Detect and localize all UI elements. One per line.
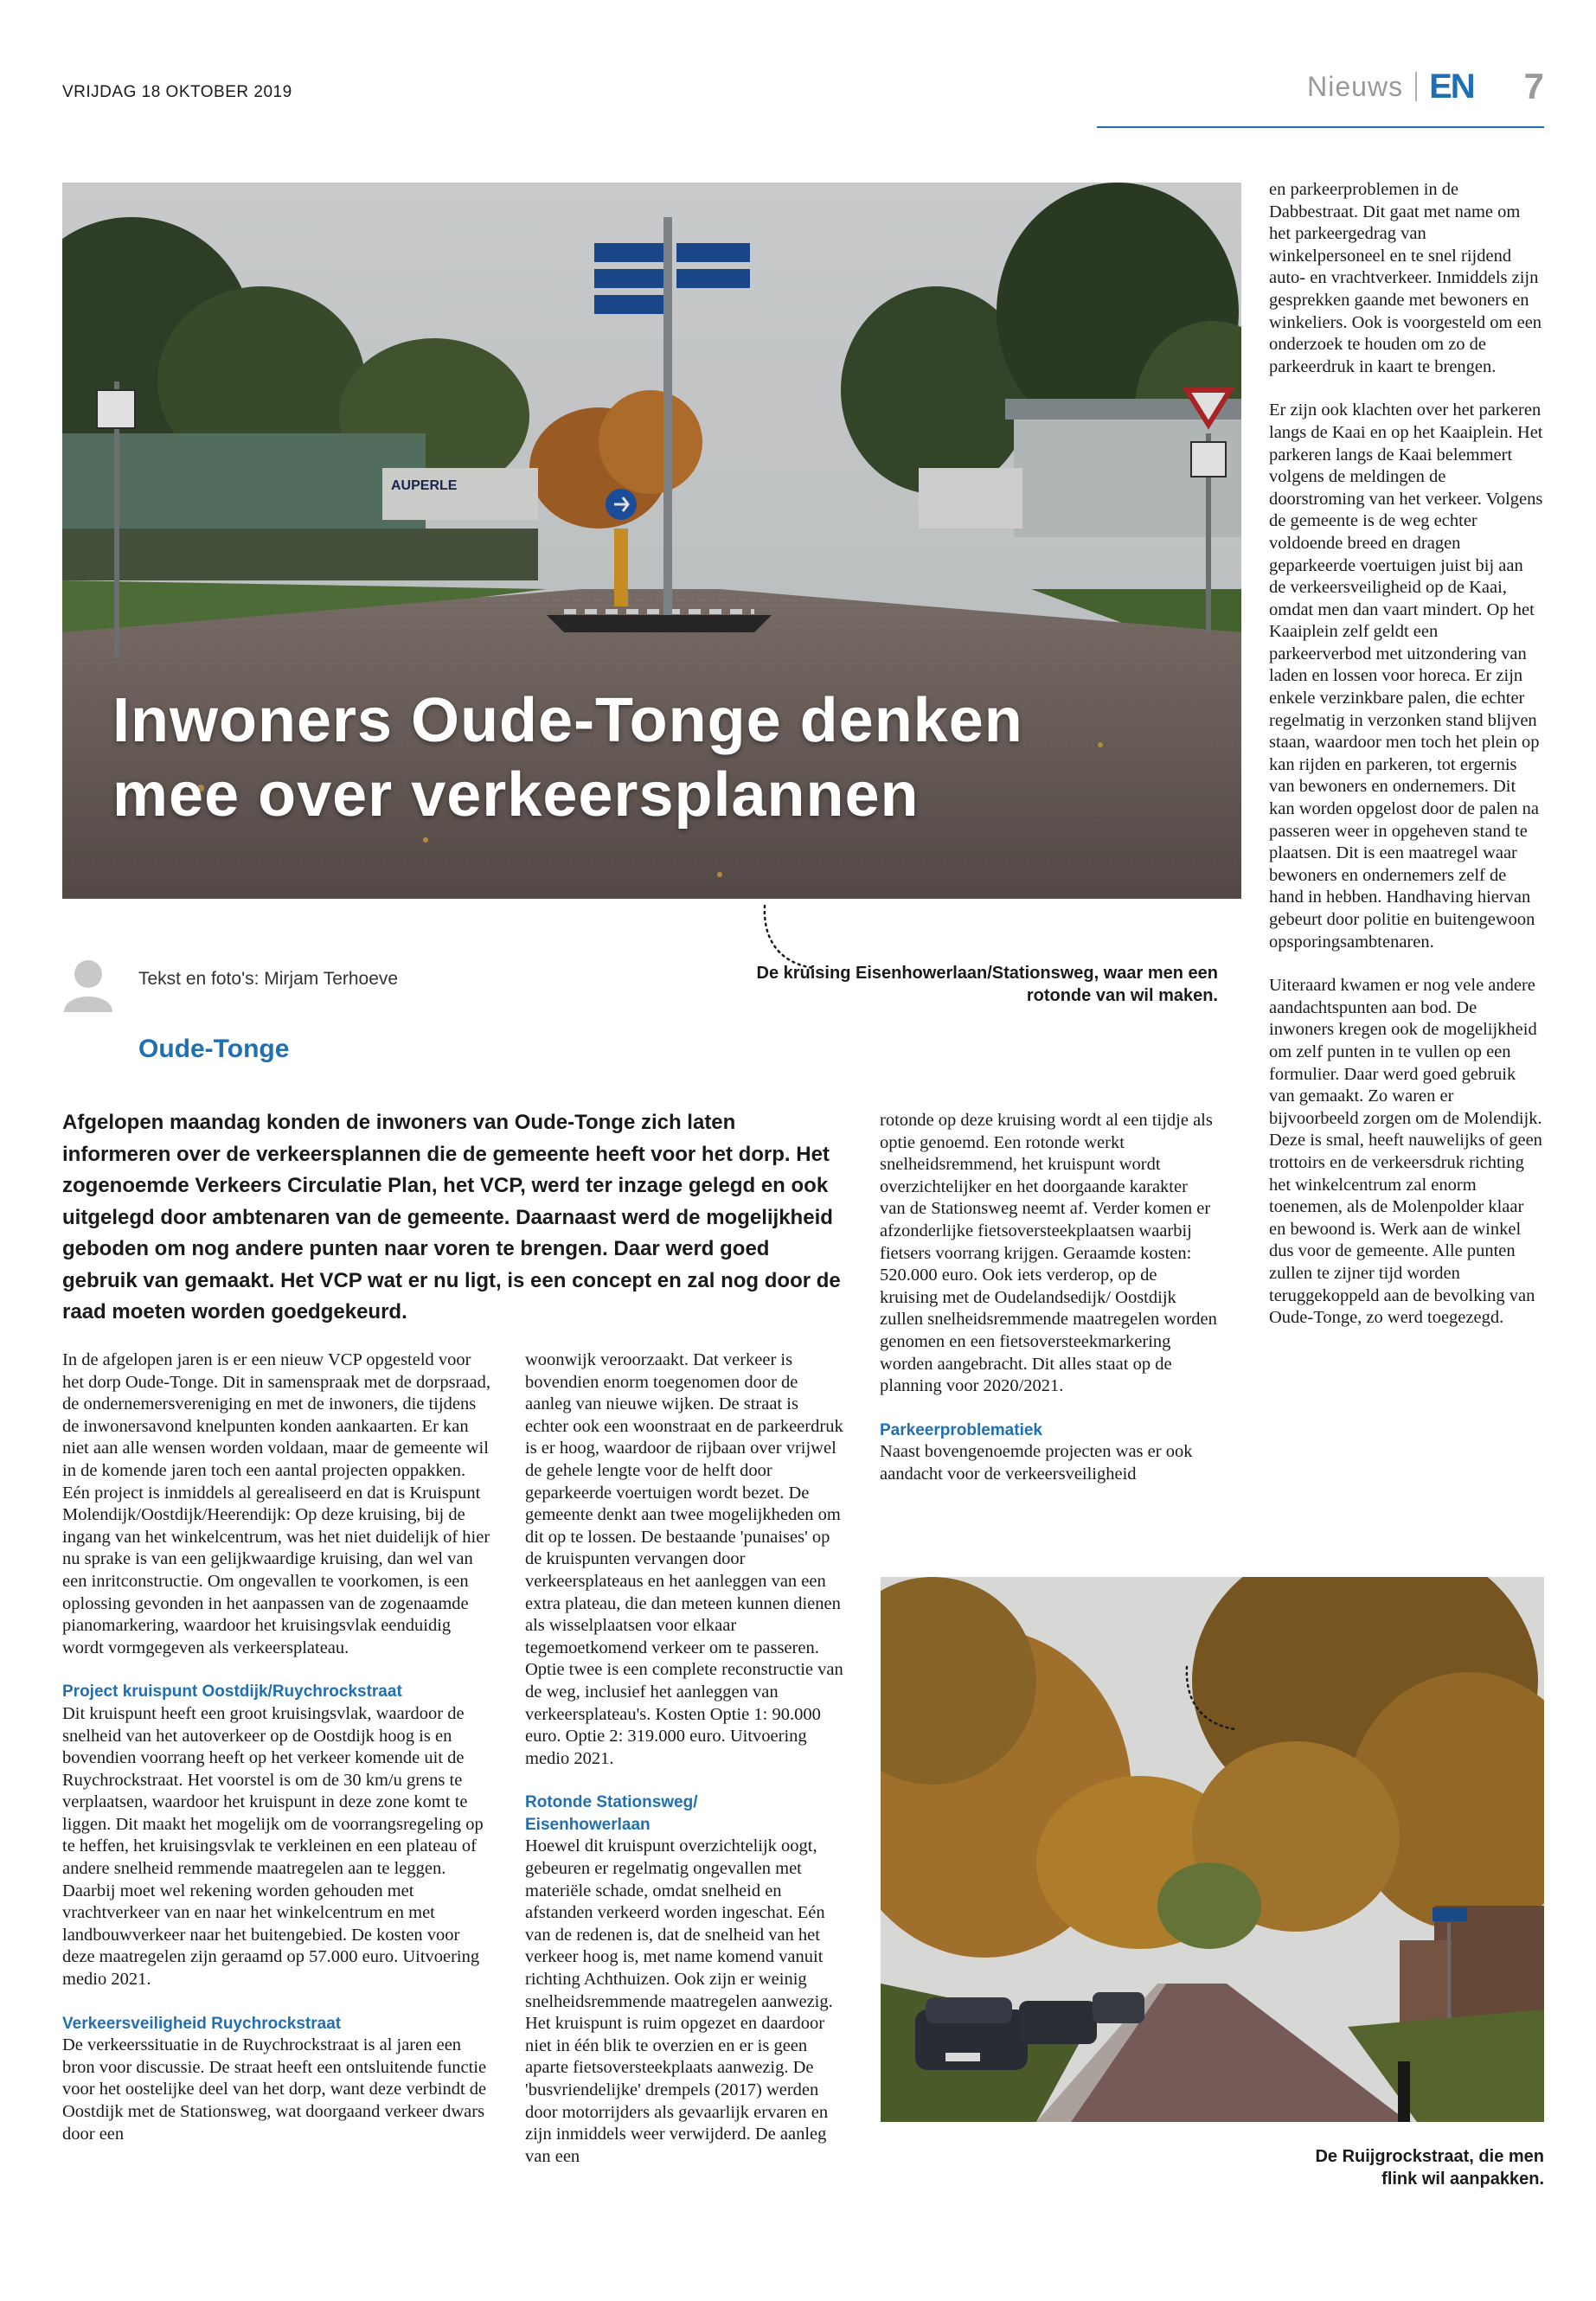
- newspaper-logo: EN: [1429, 67, 1474, 106]
- photo2-caption-line-1: De Ruijgrockstraat, die men: [1315, 2147, 1544, 2166]
- paragraph: rotonde op deze kruising wordt al een tijdje als optie genoemd. Een rotonde werkt snelheidsremmend, het kruispunt wordt overzichtelijker en het doorgaande karakter van de Stationsweg neemt af. Verder komen er afzonderlijke fietsoversteekplaatsen waarbij fietsers voorrang krijgen. Geraamde kosten: 520.000 euro. Ook iets verderop, op de kruising met de Oudelandsedijk/ Oostdijk zullen snelheidsremmende maatregelen worden genomen en een fietsoversteekmarkering worden aangebracht. Dit alles staat op de planning voor 2020/2021.: [880, 1111, 1217, 1396]
- paragraph: In de afgelopen jaren is er een nieuw VCP opgesteld voor het dorp Oude-Tonge. Dit in samenspraak met de dorpsraad, de ondernemersvereniging en met de inwoners, die tijdens de inwonersavond knelpunten konden aankaarten. Er kan niet aan alle wensen worden voldaan, maar de gemeente wil in de komende jaren toch een aantal projecten oppakken. Eén project is inmiddels al gerealiseerd en dat is Kruispunt Molendijk/Oostdijk/Heerendijk: Op deze kruising, bij de ingang van het winkelcentrum, was het niet duidelijk of hier nu sprake is van een gelijkwaardige kruising, dan wel van een inritconstructie. Om ongevallen te voorkomen, is een oplossing gevonden in het aanpassen van de zogenaamde pianomarkering, waardoor het kruisingsvlak eenduidig wordt vormgegeven als verkeersplateau.: [62, 1350, 490, 1657]
- dateline-place: Oude-Tonge: [138, 1035, 290, 1063]
- headline-line-1: Inwoners Oude-Tonge denken: [112, 686, 1023, 755]
- body-column-3: [880, 1110, 1217, 1486]
- subheading: Eisenhowerlaan: [525, 1815, 651, 1834]
- article-lead: Afgelopen maandag konden de inwoners van Oude-Tonge zich laten informeren over de verkeersplannen die de gemeente heeft voor het dorp. Het zogenoemde Verkeers Circulatie Plan, het VCP, werd ter inzage gelegd en ook uitgelegd door ambtenaren van de gemeente. Daarnaast werd de mogelijkheid geboden om nog andere punten naar voren te brengen. Daar werd goed gebruik van gemaakt. Het VCP wat er nu ligt, is een concept en zal nog door de raad moeten worden goedgekeurd.: [62, 1111, 841, 1324]
- header-rule: [1097, 126, 1544, 128]
- body-column-2: [525, 1349, 845, 2168]
- byline: Tekst en foto's: Mirjam Terhoeve: [138, 969, 399, 989]
- paragraph: woonwijk veroorzaakt. Dat verkeer is bovendien enorm toegenomen door de aanleg van nieuwe wijken. De straat is echter ook een woonstraat en de parkeerdruk is er hoog, waardoor de rijbaan over vrijwel de gehele lengte voor de helft door geparkeerde voertuigen wordt bezet. De gemeente denkt aan twee mogelijkheden om dit op te lossen. De bestaande 'punaises' op de kruispunten vervangen door verkeersplateaus en het aanleggen van een extra plateau, die dan meteen kunnen dienen als wisselplaatsen voor elkaar tegemoetkomend verkeer om te passeren. Optie twee is een complete reconstructie van de weg, inclusief het aanleggen van verkeersplateau's. Kosten Optie 1: 90.000 euro. Optie 2: 319.000 euro. Uitvoering medio 2021.: [525, 1350, 843, 1768]
- paragraph: Naast bovengenoemde projecten was er ook aandacht voor de verkeersveiligheid: [880, 1442, 1193, 1484]
- subheading: Rotonde Stationsweg/: [525, 1793, 698, 1812]
- section-header: [1307, 66, 1544, 107]
- author-avatar-icon: [62, 957, 114, 1012]
- paragraph: Uiteraard kwamen er nog vele andere aandachtspunten aan bod. De inwoners kregen ook de mogelijkheid om zelf punten in te vullen op een formulier. Daar werd goed gebruik van gemaakt. Zo waren er bijvoorbeeld zorgen om de Molendijk. Deze is smal, heeft nauwelijks of geen trottoirs en de verkeersdruk richting het winkelcentrum zal enorm toenemen, als de Molenpolder klaar en bewoond is. Werk aan de winkel dus voor de gemeente. Alle punten zullen te zijner tijd worden teruggekoppeld aan de bevolking van Oude-Tonge, zo werd toegezegd.: [1269, 976, 1542, 1328]
- headline-line-2: mee over verkeersplannen: [112, 760, 920, 830]
- section-label: Nieuws: [1307, 70, 1404, 102]
- subheading: Verkeersveiligheid Ruychrockstraat: [62, 2014, 342, 2033]
- street-photo-ruijgrockstraat: [881, 1577, 1544, 2122]
- photo2-caption: [1211, 2145, 1544, 2190]
- paragraph: Dit kruispunt heeft een groot kruisingsvlak, waardoor de snelheid van het autoverkeer op de Oostdijk hoog is en bovendien voorrang heeft op het verkeer komende uit de Ruychrockstraat. Het voorstel is om de 30 km/u grens te verplaatsen, waardoor het kruispunt in deze zone komt te liggen. Dit maakt het mogelijk om de voorrangsregeling op te heffen, het kruisingsvlak te verkleinen en een plateau of andere snelheid remmende maatregelen aan te leggen. Daarbij moet wel rekening worden gehouden met vrachtverkeer van en naar het winkelcentrum en met landbouwverkeer naar het buitengebied. De kosten voor deze maatregelen zijn geraamd op 57.000 euro. Uitvoering medio 2021.: [62, 1703, 484, 1990]
- photo2-caption-line-2: flink wil aanpakken.: [1381, 2170, 1544, 2189]
- paragraph: De verkeerssituatie in de Ruychrockstraat is al jaren een bron voor discussie. De straat heeft een ontsluitende functie voor het oostelijke deel van het dorp, want deze verbindt de Oostdijk met de Stationsweg, wat doorgaand verkeer dwars door een: [62, 2035, 487, 2144]
- auperle-sign: AUPERLE: [391, 478, 458, 493]
- subheading: Parkeerproblematiek: [880, 1420, 1042, 1439]
- caption-leader-line: [1183, 1665, 1244, 1734]
- paragraph: Er zijn ook klachten over het parkeren langs de Kaai en op het Kaaiplein. Het parkeren langs de Kaai belemmert volgens de meldingen de doorstroming van het verkeer. Volgens de gemeente is de weg echter voldoende breed en dragen geparkeerde voertuigen juist bij aan de verkeersveiligheid op de Kaai, omdat men dan vaart mindert. Op het Kaaiplein zelf geldt een parkeerverbod met uitzondering van laden en lossen voor horeca. Er zijn enkele verzinkbare palen, die echter regelmatig in verzonken stand blijven staan, waardoor men toch het plein op kan rijden en parkeren, tot ergernis van bewoners en ondernemers. Dit kan worden opgelost door de palen na passeren weer in opgeheven stand te plaatsen. Dit is een maatregel waar bewoners en ondernemers zelf de hand in hebben. Handhaving hiervan gebeurt door politie en buitengewoon opsporingsambtenaren.: [1269, 401, 1543, 952]
- paragraph: Hoewel dit kruispunt overzichtelijk oogt, gebeuren er regelmatig ongevallen met materiële schade, omdat snelheid en afstanden verkeerd worden ingeschat. Eén van de redenen is, dat de snelheid van het verkeer hoog is, met name komend vanuit richting Achthuizen. Ook zijn er weinig snelheidsremmende maatregelen aanwezig. Het kruispunt is ruim opgezet en daardoor niet in één blik te overzien en er is geen aparte fietsoversteekplaats aanwezig. De 'busvriendelijke' drempels (2017) werden door motorrijders als gevaarlijk ervaren en zijn inmiddels weer verwijderd. De aanleg van een: [525, 1836, 833, 2166]
- article-headline: [112, 683, 1133, 832]
- subheading: Project kruispunt Oostdijk/Ruychrockstraat: [62, 1682, 402, 1702]
- header-divider: [1415, 72, 1417, 101]
- page-number: 7: [1523, 66, 1544, 106]
- issue-date: VRIJDAG 18 OKTOBER 2019: [62, 83, 292, 101]
- body-column-1: [62, 1349, 495, 2145]
- photo-caption: De kruising Eisenhowerlaan/Stationsweg, waar men een rotonde van wil maken.: [756, 964, 1218, 1005]
- paragraph: en parkeerproblemen in de Dabbestraat. Dit gaat met name om het parkeergedrag van winkelpersoneel en te snel rijdend auto- en vrachtverkeer. Inmiddels zijn gesprekken gaande met bewoners en winkeliers. Ook is voorgesteld om een onderzoek te houden om zo de parkeerdruk in kaart te brengen.: [1269, 180, 1542, 376]
- body-column-4: [1269, 179, 1544, 1330]
